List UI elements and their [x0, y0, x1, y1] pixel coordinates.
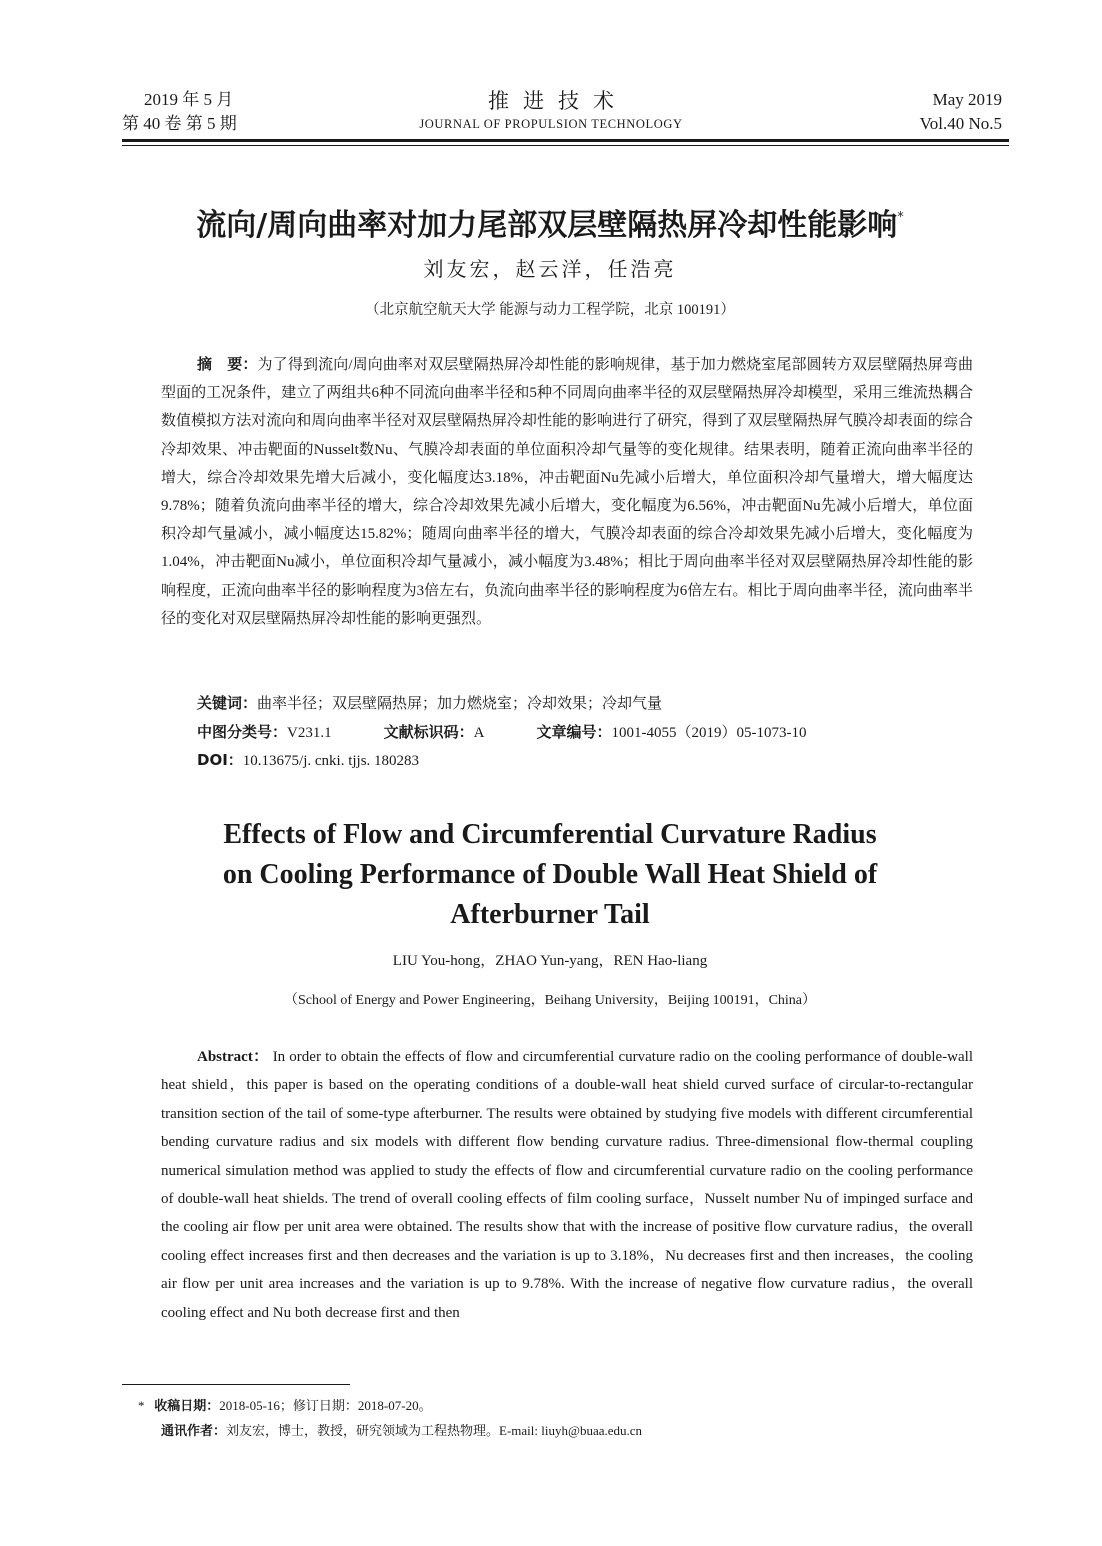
footnote-corresponding [161, 1420, 642, 1443]
header-volume-cn: 第 40 卷 第 5 期 [122, 114, 237, 133]
footnote-rule [122, 1384, 350, 1385]
received-dates: 2018-05-16；修订日期：2018-07-20。 [219, 1398, 432, 1413]
article-no-label: 文章编号： [536, 723, 612, 741]
keywords-line [197, 692, 977, 715]
abstract-en-label: Abstract： [197, 1049, 269, 1065]
corresponding-text: 刘友宏，博士，教授，研究领域为工程热物理。E-mail: liuyh@buaa.edu.cn [226, 1423, 643, 1438]
header-left [122, 88, 342, 136]
abstract-en [161, 1043, 973, 1327]
doi-value: 10.13675/j. cnki. tjjs. 180283 [242, 753, 420, 769]
footnote-received [138, 1395, 432, 1418]
received-label: 收稿日期： [154, 1399, 220, 1414]
abstract-cn [161, 350, 973, 633]
title-cn-text: 流向/周向曲率对加力尾部双层壁隔热屏冷却性能影响 [196, 208, 898, 243]
header-rule-thin [122, 145, 1009, 146]
keywords-text: 曲率半径；双层壁隔热屏；加力燃烧室；冷却效果；冷却气量 [257, 696, 663, 712]
header-date-en: May 2019 [932, 90, 1002, 109]
journal-name-cn: 推进技术 [488, 89, 628, 113]
abstract-en-text: In order to obtain the effects of flow and circumferential curvature radio on the cooling performance of double-wall heat shield，this paper is based on the operating conditions of a double-wall heat shield curved surface of circular-to-rectangular transition section of the tail of some-type afterburner. The results were obtained by studying five models with different circumferential bending curvature radius and six models with different flow bending curvature radius. Three-dimensional flow-thermal coupling numerical simulation method was applied to study the effects of flow and circumferential curvature radio on the cooling performance of double-wall heat shields. The trend of overall cooling effects of film cooling surface，Nusselt number Nu of impinged surface and the cooling air flow per unit area were obtained. The results show that with the increase of positive flow curvature radius，the overall cooling effect increases first and then decreases and the variation is up to 3.18%，Nu decreases first and then increases，the cooling air flow per unit area increases and the variation is up to 9.78%. With the increase of negative flow curvature radius，the overall cooling effect and Nu both decrease first and then [161, 1049, 973, 1321]
header-journal [340, 88, 762, 134]
corresponding-label: 通讯作者： [161, 1424, 227, 1439]
doc-code-label: 文献标识码： [383, 723, 474, 741]
title-en-line1: Effects of Flow and Circumferential Curvature Radius [223, 819, 877, 850]
title-en-line3: Afterburner Tail [450, 899, 650, 930]
affiliation-en: （School of Energy and Power Engineering，Beihang University，Beijing 100191，China） [283, 993, 817, 1008]
keywords-label: 关键词： [197, 694, 258, 712]
doc-code-value: A [473, 725, 485, 741]
footnote-mark: * [138, 1398, 145, 1413]
clc-value: V231.1 [287, 725, 332, 741]
clc-label: 中图分类号： [197, 723, 288, 741]
header-volume-en: Vol.40 No.5 [919, 114, 1002, 133]
doi-label: DOI： [197, 751, 243, 769]
affiliation-cn: （北京航空航天大学 能源与动力工程学院，北京 100191） [365, 302, 735, 318]
authors-en: LIU You-hong，ZHAO Yun-yang，REN Hao-liang [392, 953, 708, 969]
title-en-line2: on Cooling Performance of Double Wall Heat Shield of [222, 859, 878, 890]
title-footnote-mark: * [897, 210, 904, 225]
abstract-cn-text: 为了得到流向/周向曲率对双层壁隔热屏冷却性能的影响规律，基于加力燃烧室尾部圆转方双层壁隔热屏弯曲型面的工况条件，建立了两组共6种不同流向曲率半径和5种不同周向曲率半径的双层壁隔热屏冷却模型，采用三维流热耦合数值模拟方法对流向和周向曲率半径对双层壁隔热屏冷却性能的影响进行了研究，得到了双层壁隔热屏气膜冷却表面的综合冷却效果、冲击靶面的Nusselt数Nu、气膜冷却表面的单位面积冷却气量等的变化规律。结果表明，随着正流向曲率半径的增大，综合冷却效果先增大后减小，变化幅度达3.18%，冲击靶面Nu先减小后增大，单位面积冷却气量增大，增大幅度达9.78%；随着负流向曲率半径的增大，综合冷却效果先减小后增大，变化幅度为6.56%，冲击靶面Nu先减小后增大，单位面积冷却气量减小，减小幅度达15.82%；随周向曲率半径的增大，气膜冷却表面的综合冷却效果先减小后增大，变化幅度为1.04%，冲击靶面Nu减小，单位面积冷却气量减小，减小幅度为3.48%；相比于周向曲率半径对双层壁隔热屏冷却性能的影响程度，正流向曲率半径的影响程度为3倍左右，负流向曲率半径的影响程度为6倍左右。相比于周向曲率半径，流向曲率半径的变化对双层壁隔热屏冷却性能的影响更强烈。 [161, 357, 973, 627]
header-right [782, 88, 1002, 136]
abstract-cn-label: 摘 要： [197, 355, 258, 373]
page-title-en [150, 815, 950, 935]
doi-line [197, 749, 977, 772]
authors-cn: 刘友宏，赵云洋，任浩亮 [423, 259, 677, 281]
header-rule-thick [122, 139, 1009, 142]
journal-name-en: JOURNAL OF PROPULSION TECHNOLOGY [419, 117, 683, 131]
article-no-value: 1001-4055（2019）05-1073-10 [611, 725, 807, 741]
classification-line [197, 721, 977, 744]
header-date-cn: 2019 年 5 月 [144, 90, 234, 109]
page-title-cn [100, 196, 1000, 248]
